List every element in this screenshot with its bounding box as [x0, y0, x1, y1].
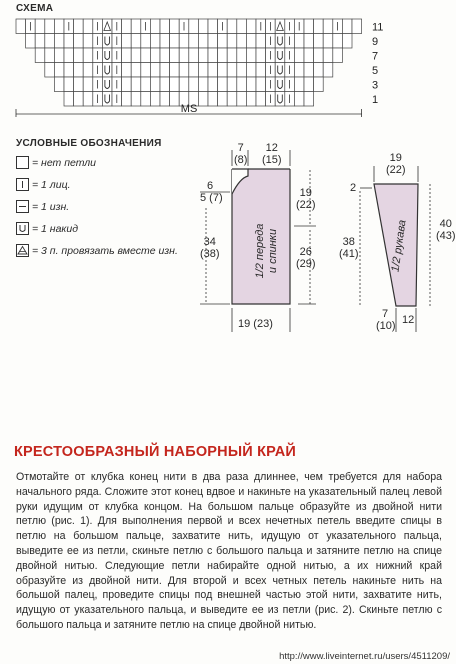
chart-cell: [74, 77, 84, 92]
chart-cell: [179, 63, 189, 78]
chart-cell: [208, 92, 218, 107]
chart-cell: [170, 63, 180, 78]
chart-cell: [246, 77, 256, 92]
chart-cell: [314, 34, 324, 49]
dim-total-height: 34 (38): [200, 236, 220, 260]
chart-cell: [237, 19, 247, 34]
chart-cell: [35, 34, 45, 49]
dim-sleeve-total: 40 (43): [436, 218, 456, 242]
chart-cell: [179, 48, 189, 63]
chart-cell: [314, 63, 324, 78]
chart-cell: [160, 77, 170, 92]
chart-row-number: 3: [372, 79, 379, 92]
chart-cell: [83, 34, 93, 49]
chart-cell: [198, 34, 208, 49]
chart-cell: [208, 34, 218, 49]
chart-cell: [275, 48, 285, 63]
chart-cell: [64, 48, 74, 63]
chart-cell: [160, 19, 170, 34]
chart-cell: [122, 19, 132, 34]
chart-cell: [74, 48, 84, 63]
legend-text: = 1 накид: [32, 222, 79, 235]
chart-cell: [304, 63, 314, 78]
chart-cell: [227, 19, 237, 34]
chart-cell: [275, 92, 285, 107]
chart-cell: [218, 92, 228, 107]
source-url[interactable]: http://www.liveinternet.ru/users/4511209/: [279, 651, 450, 662]
legend-item-k3tog: [16, 244, 178, 257]
chart-cell: [218, 34, 228, 49]
chart-cell: [170, 34, 180, 49]
chart-repeat-label: MS: [180, 103, 198, 115]
chart-row-number: 5: [372, 65, 379, 77]
chart-cell: [83, 19, 93, 34]
chart-cell: [323, 34, 333, 49]
chart-cell: [275, 34, 285, 49]
dim-sleeve-bottom: 7 (10): [376, 308, 396, 332]
chart-cell: [294, 48, 304, 63]
legend-text: = 1 изн.: [32, 200, 70, 213]
chart-cell: [160, 63, 170, 78]
legend-title: УСЛОВНЫЕ ОБОЗНАЧЕНИЯ: [16, 138, 162, 149]
chart-cell: [246, 63, 256, 78]
chart-cell: [74, 63, 84, 78]
article-title: КРЕСТООБРАЗНЫЙ НАБОРНЫЙ КРАЙ: [14, 444, 297, 460]
chart-cell: [237, 63, 247, 78]
chart-cell: [122, 77, 132, 92]
purl-stitch-icon: [16, 200, 29, 213]
chart-cell: [218, 77, 228, 92]
chart-cell: [54, 63, 64, 78]
chart-cell: [237, 92, 247, 107]
article-body: Отмотайте от клубка конец нити в два раза длиннее, чем требуется для набора начального ряда. Сложите этот конец вдвое и накиньте на указательный палец левой руки идущим от клубка концом. На большом пальце образуйте из двойной нити петлю (рис. 1). Для выполнения первой и всех нечетных петель введите спицы в петлю на большом пальце, захватите нить, идущую от указательного пальца, выведите ее из петли, скиньте петлю с большого пальца и затяните петлю на спице двойной нитью. Следующие петли набирайте одной нитью, а их нижний край образуйте из двойной нити. Для второй и всех четных петель накиньте нить на большой палец, проведите спицы под внешней частью этой нити, захватите нить, идущую от указательного пальца, и выведите ее из петли (рис. 2). Скиньте петлю с большого пальца и затяните петлю на спице двойной нитью.: [16, 471, 442, 631]
chart-cell: [237, 48, 247, 63]
chart-cell: [352, 19, 362, 34]
chart-cell: [141, 92, 151, 107]
chart-cell: [323, 48, 333, 63]
chart-cell: [74, 92, 84, 107]
chart-cell: [102, 92, 112, 107]
chart-cell: [237, 34, 247, 49]
scheme-title: СХЕМА: [16, 3, 54, 14]
chart-cell: [54, 48, 64, 63]
chart-cell: [189, 48, 199, 63]
chart-cell: [246, 34, 256, 49]
chart-cell: [35, 19, 45, 34]
chart-cell: [141, 34, 151, 49]
chart-cell: [198, 92, 208, 107]
dim-armhole: 19 (22): [296, 187, 316, 211]
chart-cell: [198, 77, 208, 92]
chart-cell: [160, 34, 170, 49]
chart-cell: [218, 63, 228, 78]
chart-cell: [256, 92, 266, 107]
chart-cell: [208, 63, 218, 78]
chart-cell: [150, 34, 160, 49]
chart-cell: [304, 92, 314, 107]
chart-cell: [198, 19, 208, 34]
chart-cell: [218, 48, 228, 63]
chart-cell: [198, 48, 208, 63]
chart-cell: [74, 19, 84, 34]
chart-cell: [131, 63, 141, 78]
chart-cell: [45, 63, 55, 78]
chart-cell: [160, 48, 170, 63]
chart-cell: [333, 48, 343, 63]
chart-cell: [170, 48, 180, 63]
chart-cell: [323, 63, 333, 78]
yarn-over-icon: [16, 222, 29, 235]
chart-cell: [256, 63, 266, 78]
dim-side-height: 26 (29): [296, 246, 316, 270]
chart-cell: [170, 19, 180, 34]
dim-neck-width: 12 (15): [262, 142, 282, 166]
chart-cell: [256, 48, 266, 63]
chart-cell: [150, 77, 160, 92]
chart-cell: [333, 34, 343, 49]
chart-cell: [170, 92, 180, 107]
chart-cell: [64, 92, 74, 107]
legend-item-yarnover: [16, 222, 78, 235]
chart-cell: [141, 63, 151, 78]
chart-cell: [246, 48, 256, 63]
chart-cell: [170, 77, 180, 92]
chart-cell: [304, 19, 314, 34]
dim-neck-depth: 6 5 (7): [200, 180, 223, 204]
chart-row-number: 1: [372, 94, 379, 106]
chart-cell: [131, 92, 141, 107]
chart-cell: [45, 34, 55, 49]
chart-cell: [275, 77, 285, 92]
chart-cell: [122, 48, 132, 63]
chart-cell: [45, 48, 55, 63]
chart-cell: [304, 34, 314, 49]
chart-cell: [122, 34, 132, 49]
chart-cell: [83, 63, 93, 78]
chart-cell: [83, 92, 93, 107]
legend-item-purl: [16, 200, 69, 213]
chart-cell: [237, 77, 247, 92]
chart-row-number: 9: [372, 36, 379, 48]
chart-cell: [83, 48, 93, 63]
chart-cell: [150, 19, 160, 34]
chart-cell: [150, 48, 160, 63]
chart-cell: [342, 34, 352, 49]
legend-text: = 1 лиц.: [32, 178, 71, 191]
dim-sleeve-cap: 2: [350, 182, 357, 194]
chart-cell: [26, 34, 36, 49]
chart-cell: [122, 92, 132, 107]
dim-sleeve-bottom-side: 12: [402, 314, 415, 326]
chart-cell: [131, 48, 141, 63]
chart-cell: [83, 77, 93, 92]
chart-cell: [342, 19, 352, 34]
dim-sleeve-height: 38 (41): [339, 236, 359, 260]
chart-cell: [189, 19, 199, 34]
chart-cell: [227, 48, 237, 63]
front-back-label: 1/2 переда и спинки: [254, 223, 279, 279]
chart-cell: [131, 19, 141, 34]
k3tog-icon: [16, 244, 29, 257]
legend-item-knit: [16, 178, 71, 191]
chart-cell: [294, 34, 304, 49]
chart-cell: [74, 34, 84, 49]
legend-text: = 3 п. провязать вместе изн.: [32, 244, 178, 257]
chart-cell: [275, 63, 285, 78]
chart-cell: [208, 77, 218, 92]
chart-cell: [64, 77, 74, 92]
chart-cell: [35, 48, 45, 63]
chart-cell: [256, 77, 266, 92]
chart-cell: [314, 19, 324, 34]
chart-cell: [323, 19, 333, 34]
chart-cell: [314, 77, 324, 92]
chart-cell: [45, 19, 55, 34]
chart-cell: [141, 77, 151, 92]
chart-cell: [294, 77, 304, 92]
dim-shoulder-left: 7 (8): [234, 142, 248, 166]
chart-cell: [16, 19, 26, 34]
chart-cell: [131, 34, 141, 49]
legend-item-empty: [16, 156, 96, 169]
chart-cell: [189, 34, 199, 49]
chart-cell: [179, 34, 189, 49]
chart-cell: [102, 77, 112, 92]
knitting-chart: [0, 0, 456, 128]
chart-cell: [150, 63, 160, 78]
knit-stitch-icon: [16, 178, 29, 191]
chart-cell: [179, 77, 189, 92]
chart-cell: [122, 63, 132, 78]
dim-bottom-width: 19 (23): [238, 318, 273, 330]
chart-cell: [227, 92, 237, 107]
chart-cell: [102, 48, 112, 63]
chart-cell: [150, 92, 160, 107]
chart-cell: [54, 19, 64, 34]
chart-cell: [208, 19, 218, 34]
chart-cell: [208, 48, 218, 63]
dim-sleeve-top: 19 (22): [386, 152, 406, 176]
chart-cell: [198, 63, 208, 78]
sleeve-label: 1/2 рукава: [389, 219, 409, 273]
empty-cell-icon: [16, 156, 29, 169]
chart-cell: [102, 63, 112, 78]
chart-cell: [189, 77, 199, 92]
chart-row-number: 11: [372, 21, 384, 34]
chart-cell: [304, 77, 314, 92]
legend-text: = нет петли: [32, 156, 96, 169]
chart-cell: [246, 92, 256, 107]
chart-cell: [189, 63, 199, 78]
chart-cell: [64, 34, 74, 49]
chart-cell: [314, 48, 324, 63]
chart-cell: [160, 92, 170, 107]
chart-cell: [131, 77, 141, 92]
chart-cell: [294, 63, 304, 78]
chart-cell: [227, 34, 237, 49]
chart-cell: [102, 34, 112, 49]
chart-cell: [256, 34, 266, 49]
chart-cell: [64, 63, 74, 78]
chart-cell: [227, 63, 237, 78]
chart-cell: [227, 77, 237, 92]
chart-cell: [54, 34, 64, 49]
chart-cell: [246, 19, 256, 34]
chart-cell: [141, 48, 151, 63]
chart-cell: [304, 48, 314, 63]
chart-row-number: 7: [372, 50, 379, 63]
chart-cell: [294, 92, 304, 107]
chart-cell: [54, 77, 64, 92]
